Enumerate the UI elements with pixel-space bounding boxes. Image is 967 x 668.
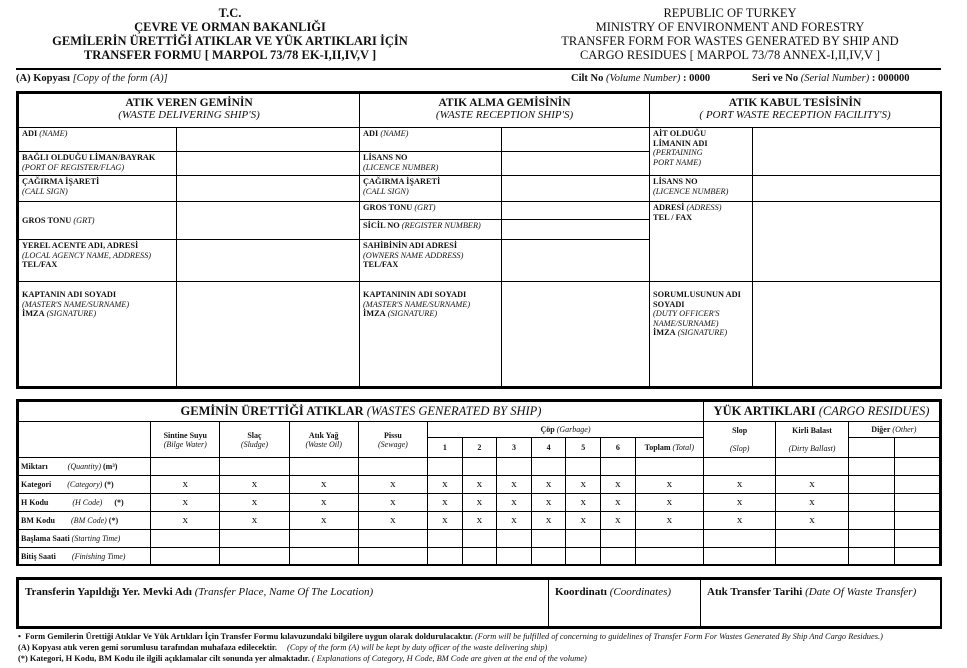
fac-officer-label: SORUMLUSUNUN ADI SOYADI (DUTY OFFICER'S NAME/SURNAME) İMZA (SIGNATURE) <box>650 282 753 387</box>
row-finish-label: Bitiş Saati (Finishing Time) <box>19 548 151 566</box>
fac-officer-field[interactable] <box>753 282 941 387</box>
cell[interactable] <box>289 458 358 476</box>
del-grt-label: GROS TONU (GRT) <box>19 202 177 240</box>
rec-licence-label: LİSANS NO (LICENCE NUMBER) <box>360 152 502 176</box>
x-mark: x <box>428 494 463 512</box>
facility-header <box>650 94 941 128</box>
cell[interactable] <box>635 458 703 476</box>
del-agency-label: YEREL ACENTE ADI, ADRESİ (LOCAL AGENCY NAME, ADDRESS) TEL/FAX <box>19 240 177 282</box>
cell[interactable] <box>358 530 427 548</box>
x-mark: x <box>220 494 289 512</box>
parties-section <box>16 91 942 389</box>
del-master-field[interactable] <box>177 282 360 387</box>
x-mark: x <box>703 512 775 530</box>
table-row <box>19 548 940 566</box>
header-tr-line3: GEMİLERİN ÜRETTİĞİ ATIKLAR VE YÜK ARTIKLARI İÇİN <box>52 34 408 48</box>
garbage-col-5: 5 <box>566 438 601 458</box>
cell[interactable] <box>703 458 775 476</box>
x-mark: x <box>703 476 775 494</box>
row-hcode-label: H Kodu (H Code) (*) <box>19 494 151 512</box>
header-tr-line4: TRANSFER FORMU [ MARPOL 73/78 EK-I,II,IV,V ] <box>83 48 377 62</box>
cell[interactable] <box>220 548 289 566</box>
garbage-col-6: 6 <box>601 438 636 458</box>
x-mark: x <box>531 494 566 512</box>
garbage-col-3: 3 <box>497 438 532 458</box>
cell[interactable] <box>776 548 848 566</box>
cell[interactable] <box>776 458 848 476</box>
cell[interactable] <box>703 548 775 566</box>
other-col-b <box>894 438 939 458</box>
cell[interactable] <box>894 548 939 566</box>
coordinates-field[interactable]: Koordinatı (Coordinates) <box>549 580 701 627</box>
table-row <box>19 494 940 512</box>
cell[interactable] <box>289 548 358 566</box>
cell[interactable] <box>151 458 220 476</box>
cell[interactable] <box>848 476 894 494</box>
table-row <box>19 476 940 494</box>
header-tr-line2: ÇEVRE VE ORMAN BAKANLIĞI <box>134 20 326 34</box>
cell[interactable] <box>220 458 289 476</box>
garbage-col-2: 2 <box>462 438 497 458</box>
x-mark: x <box>776 494 848 512</box>
cell[interactable] <box>531 458 566 476</box>
row-quantity-label: Miktarı (Quantity) (m³) <box>19 458 151 476</box>
cell[interactable] <box>462 548 497 566</box>
copy-label-en: [Copy of the form (A)] <box>72 73 168 84</box>
del-port-field[interactable] <box>177 152 360 176</box>
transfer-date-field[interactable]: Atık Transfer Tarihi (Date Of Waste Transfer) <box>701 580 941 627</box>
rec-call-field[interactable] <box>502 176 650 202</box>
del-name-label: ADI (NAME) <box>19 128 177 152</box>
cell[interactable] <box>497 458 532 476</box>
del-name-field[interactable] <box>177 128 360 152</box>
cell[interactable] <box>358 458 427 476</box>
cell[interactable] <box>531 530 566 548</box>
cell[interactable] <box>894 494 939 512</box>
rec-owner-label: SAHİBİNİN ADI ADRESİ (OWNERS NAME ADDRESS) TEL/FAX <box>360 240 502 282</box>
wastes-section <box>16 399 942 566</box>
cell[interactable] <box>848 548 894 566</box>
residues-title: YÜK ARTIKLARI (CARGO RESIDUES) <box>703 402 939 422</box>
x-mark: x <box>428 476 463 494</box>
x-mark: x <box>151 494 220 512</box>
col-sewage: Pissu (Sewage) <box>358 422 427 458</box>
cell[interactable] <box>703 530 775 548</box>
x-mark: x <box>776 512 848 530</box>
del-port-label: BAĞLI OLDUĞU LİMAN/BAYRAK (PORT OF REGISTER/FLAG) <box>19 152 177 176</box>
cell[interactable] <box>220 530 289 548</box>
x-mark: x <box>531 512 566 530</box>
header-turkish <box>20 6 440 62</box>
cell[interactable] <box>601 458 636 476</box>
rec-grt-label: GROS TONU (GRT) <box>360 202 502 220</box>
del-call-field[interactable] <box>177 176 360 202</box>
x-mark: x <box>566 476 601 494</box>
delivering-ship-title: ATIK VEREN GEMİNİN <box>125 97 253 109</box>
reception-ship-title: ATIK ALMA GEMİSİNİN <box>438 97 571 109</box>
x-mark: x <box>358 476 427 494</box>
cell[interactable] <box>894 530 939 548</box>
rec-reg-field[interactable] <box>502 220 650 240</box>
x-mark: x <box>220 476 289 494</box>
fac-port-label: AİT OLDUĞU LİMANIN ADI (PERTAINING PORT NAME) <box>650 128 753 176</box>
x-mark: x <box>531 476 566 494</box>
header-en-line1: REPUBLIC OF TURKEY <box>663 6 797 20</box>
rec-master-field[interactable] <box>502 282 650 387</box>
x-mark: x <box>220 512 289 530</box>
del-grt-field[interactable] <box>177 202 360 240</box>
fac-address-field[interactable] <box>753 202 941 282</box>
rec-master-label: KAPTANININ ADI SOYADI (MASTER'S NAME/SURNAME) İMZA (SIGNATURE) <box>360 282 502 387</box>
rec-name-field[interactable] <box>502 128 650 152</box>
cell[interactable] <box>776 530 848 548</box>
fac-licence-field[interactable] <box>753 176 941 202</box>
serial-label: Seri ve No <box>752 73 799 84</box>
x-mark: x <box>635 494 703 512</box>
x-mark: x <box>358 494 427 512</box>
cell[interactable] <box>497 548 532 566</box>
x-mark: x <box>462 512 497 530</box>
x-mark: x <box>289 476 358 494</box>
wastes-title: GEMİNİN ÜRETTİĞİ ATIKLAR (WASTES GENERATED BY SHIP) <box>19 402 704 422</box>
delivering-ship-header <box>19 94 360 128</box>
cell[interactable] <box>531 548 566 566</box>
rec-licence-field[interactable] <box>502 152 650 176</box>
footer-note-1: • Form Gemilerin Ürettiği Atıklar Ve Yük Artıkları İçin Transfer Formu kılavuzundaki bilgilere uygun olarak doldurulacaktır. (Form will be fulfilled of concerning to guidelines of Transfer Form For Wastes Generated By Ship And Cargo Residues.) <box>18 632 883 641</box>
x-mark: x <box>358 512 427 530</box>
cell[interactable] <box>566 530 601 548</box>
x-mark: x <box>635 476 703 494</box>
cell[interactable] <box>894 458 939 476</box>
footer-note-2: (A) Kopyası atık veren gemi sorumlusu tarafından muhafaza edilecektir. (Copy of the form (A) will be kept by duty officer of the waste delivering ship) <box>18 643 548 652</box>
fac-licence-label: LİSANS NO (LICENCE NUMBER) <box>650 176 753 202</box>
x-mark: x <box>776 476 848 494</box>
header-en-line4: CARGO RESIDUES [ MARPOL 73/78 ANNEX-I,II,IV,V ] <box>579 48 881 62</box>
table-row <box>19 530 940 548</box>
cell[interactable] <box>566 548 601 566</box>
volume-label-en: (Volume Number) <box>606 73 681 84</box>
reception-ship-header <box>360 94 650 128</box>
serial-label-en: (Serial Number) <box>800 73 870 84</box>
del-call-label: ÇAĞIRMA İŞARETİ (CALL SIGN) <box>19 176 177 202</box>
footer-note-3: (*) Kategori, H Kodu, BM Kodu ile ilgili açıklamalar cilt sonunda yer almaktadır. ( Explanations of Category, H Code, BM Code are given at the end of the volume) <box>18 654 587 663</box>
volume-value[interactable]: : 0000 <box>683 73 711 84</box>
header-rule <box>16 68 941 70</box>
x-mark: x <box>601 476 636 494</box>
del-master-label: KAPTANIN ADI SOYADI (MASTER'S NAME/SURNAME) İMZA (SIGNATURE) <box>19 282 177 387</box>
cell[interactable] <box>151 530 220 548</box>
cell[interactable] <box>848 530 894 548</box>
transfer-section <box>16 577 942 629</box>
serial-value[interactable]: : 000000 <box>871 73 910 84</box>
cell[interactable] <box>635 548 703 566</box>
x-mark: x <box>497 476 532 494</box>
delivering-ship-subtitle: (WASTE DELIVERING SHIP'S) <box>118 109 260 121</box>
row-start-label: Başlama Saati (Starting Time) <box>19 530 151 548</box>
x-mark: x <box>428 512 463 530</box>
header-en-line2: MINISTRY OF ENVIRONMENT AND FORESTRY <box>595 20 865 34</box>
x-mark: x <box>566 512 601 530</box>
x-mark: x <box>151 476 220 494</box>
cell[interactable] <box>428 458 463 476</box>
garbage-col-4: 4 <box>531 438 566 458</box>
x-mark: x <box>289 494 358 512</box>
col-dirty-ballast: Kirli Balast (Dirty Ballast) <box>776 422 848 458</box>
row-bmcode-label: BM Kodu (BM Code) (*) <box>19 512 151 530</box>
reception-ship-subtitle: (WASTE RECEPTION SHIP'S) <box>435 109 574 121</box>
table-row <box>19 458 940 476</box>
cell[interactable] <box>462 458 497 476</box>
x-mark: x <box>289 512 358 530</box>
garbage-col-total: Toplam (Total) <box>635 438 703 458</box>
cell[interactable] <box>848 458 894 476</box>
rec-grt-field[interactable] <box>502 202 650 220</box>
x-mark: x <box>601 494 636 512</box>
x-mark: x <box>497 494 532 512</box>
cell[interactable] <box>428 548 463 566</box>
cell[interactable] <box>497 530 532 548</box>
cell[interactable] <box>601 530 636 548</box>
facility-title: ATIK KABUL TESİSİNİN <box>728 97 862 109</box>
header-en-line3: TRANSFER FORM FOR WASTES GENERATED BY SHIP AND <box>561 34 899 48</box>
cell[interactable] <box>635 530 703 548</box>
rec-owner-field[interactable] <box>502 240 650 282</box>
del-agency-field[interactable] <box>177 240 360 282</box>
cell[interactable] <box>289 530 358 548</box>
cell[interactable] <box>894 512 939 530</box>
col-sludge: Slaç (Sludge) <box>220 422 289 458</box>
col-bilge: Sintine Suyu (Bilge Water) <box>151 422 220 458</box>
x-mark: x <box>601 512 636 530</box>
col-slop: Slop (Slop) <box>703 422 775 458</box>
rec-reg-label: SİCİL NO (REGISTER NUMBER) <box>360 220 502 240</box>
rec-name-label: ADI (NAME) <box>360 128 502 152</box>
col-waste-oil: Atık Yağ (Waste Oil) <box>289 422 358 458</box>
row-label-header <box>19 422 151 458</box>
copy-label: (A) Kopyası <box>16 73 70 84</box>
x-mark: x <box>462 494 497 512</box>
other-col-a <box>848 438 894 458</box>
cell[interactable] <box>151 548 220 566</box>
table-row <box>19 512 940 530</box>
cell[interactable] <box>428 530 463 548</box>
garbage-col-1: 1 <box>428 438 463 458</box>
volume-label: Cilt No <box>571 73 604 84</box>
fac-address-label: ADRESİ (ADRESS) TEL / FAX <box>650 202 753 282</box>
rec-call-label: ÇAĞIRMA İŞARETİ (CALL SIGN) <box>360 176 502 202</box>
fac-port-field[interactable] <box>753 128 941 176</box>
cell[interactable] <box>358 548 427 566</box>
x-mark: x <box>497 512 532 530</box>
copy-line <box>16 73 941 84</box>
row-category-label: Kategori (Category) (*) <box>19 476 151 494</box>
transfer-place-field[interactable]: Transferin Yapıldığı Yer. Mevki Adı (Transfer Place, Name Of The Location) <box>19 580 549 627</box>
cell[interactable] <box>601 548 636 566</box>
col-garbage: Çöp (Garbage) <box>428 422 704 438</box>
x-mark: x <box>566 494 601 512</box>
x-mark: x <box>635 512 703 530</box>
cell[interactable] <box>894 476 939 494</box>
facility-subtitle: ( PORT WASTE RECEPTION FACILITY'S) <box>699 109 891 121</box>
cell[interactable] <box>848 512 894 530</box>
cell[interactable] <box>848 494 894 512</box>
header-tr-line1: T.C. <box>218 6 242 20</box>
cell[interactable] <box>462 530 497 548</box>
header-english <box>520 6 940 62</box>
x-mark: x <box>151 512 220 530</box>
cell[interactable] <box>566 458 601 476</box>
col-other: Diğer (Other) <box>848 422 939 438</box>
x-mark: x <box>703 494 775 512</box>
x-mark: x <box>462 476 497 494</box>
